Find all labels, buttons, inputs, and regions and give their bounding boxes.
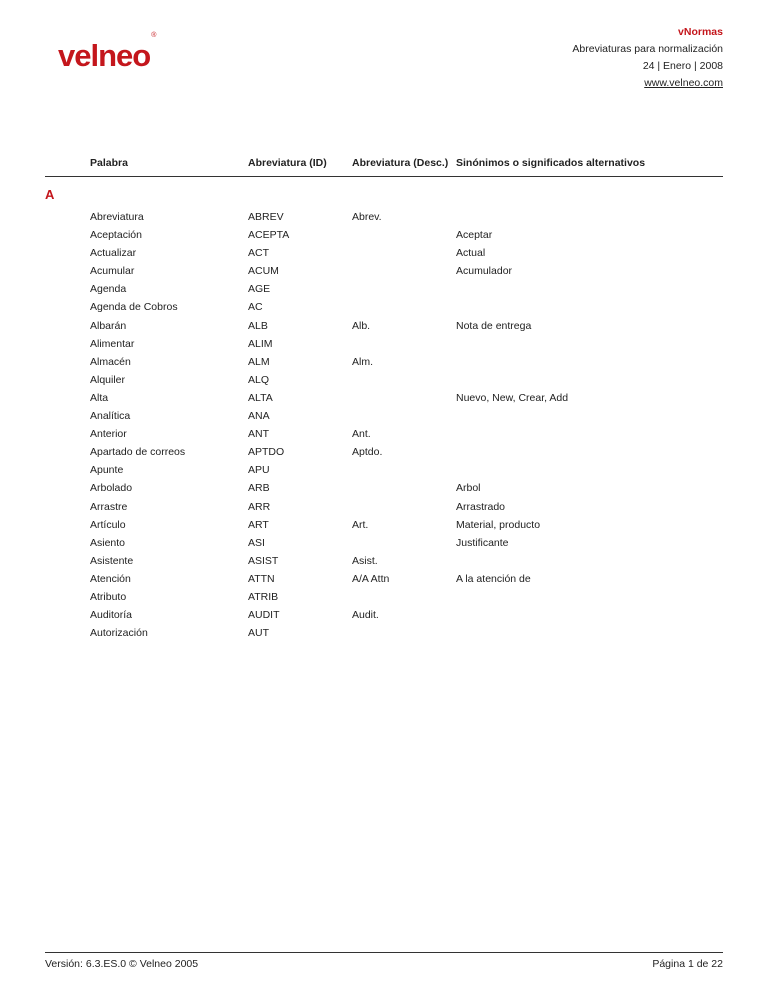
cell-abreviatura-desc: Audit.	[352, 609, 379, 622]
registered-mark: ®	[151, 31, 157, 39]
cell-abreviatura-id: ANT	[248, 428, 269, 441]
cell-sinonimos: Actual	[456, 247, 486, 260]
table-row	[0, 570, 768, 588]
cell-abreviatura-desc: Asist.	[352, 554, 378, 567]
cell-abreviatura-id: AUT	[248, 627, 269, 640]
cell-abreviatura-id: ATTN	[248, 572, 275, 585]
cell-palabra: Arrastre	[90, 500, 128, 513]
section-letter: A	[45, 187, 55, 202]
cell-sinonimos: Justificante	[456, 536, 509, 549]
cell-palabra: Asistente	[90, 554, 134, 567]
table-row	[0, 298, 768, 316]
footer-version: Versión: 6.3.ES.0 © Velneo 2005	[45, 958, 199, 970]
cell-palabra: Analítica	[90, 410, 131, 423]
cell-abreviatura-id: APTDO	[248, 446, 285, 459]
logo-text: velneo	[58, 38, 151, 73]
cell-abreviatura-id: ALB	[248, 319, 268, 332]
footer-page-number: Página 1 de 22	[652, 958, 723, 970]
table-row	[0, 226, 768, 244]
table-row	[0, 498, 768, 516]
column-header-palabra: Palabra	[90, 157, 128, 169]
table-row	[0, 262, 768, 280]
document-header	[572, 24, 723, 92]
cell-palabra: Anterior	[90, 428, 127, 441]
velneo-logo	[58, 31, 157, 73]
cell-palabra: Apartado de correos	[90, 446, 186, 459]
cell-palabra: Actualizar	[90, 247, 137, 260]
cell-palabra: Atributo	[90, 590, 127, 603]
table-row	[0, 443, 768, 461]
cell-abreviatura-id: ASI	[248, 536, 265, 549]
table-row	[0, 208, 768, 226]
cell-abreviatura-id: AGE	[248, 283, 271, 296]
cell-abreviatura-desc: Alb.	[352, 319, 371, 332]
table-row	[0, 516, 768, 534]
table-row	[0, 371, 768, 389]
cell-palabra: Artículo	[90, 518, 126, 531]
cell-palabra: Agenda	[90, 283, 127, 296]
header-brand: vNormas	[678, 26, 723, 38]
column-header-abreviatura-desc: Abreviatura (Desc.)	[352, 157, 449, 169]
cell-abreviatura-id: ARR	[248, 500, 271, 513]
cell-palabra: Arbolado	[90, 482, 133, 495]
cell-palabra: Almacén	[90, 355, 131, 368]
cell-palabra: Agenda de Cobros	[90, 301, 178, 314]
cell-palabra: Alquiler	[90, 373, 126, 386]
cell-palabra: Alimentar	[90, 337, 135, 350]
table-row	[0, 461, 768, 479]
table-row	[0, 588, 768, 606]
cell-sinonimos: Arbol	[456, 482, 481, 495]
cell-abreviatura-id: ANA	[248, 410, 270, 423]
abbreviation-table	[0, 208, 768, 642]
cell-sinonimos: Nuevo, New, Crear, Add	[456, 391, 569, 404]
header-date: 24 | Enero | 2008	[642, 60, 723, 72]
cell-abreviatura-id: APU	[248, 464, 270, 477]
cell-palabra: Alta	[90, 391, 109, 404]
table-row	[0, 407, 768, 425]
cell-abreviatura-id: ACEPTA	[248, 229, 290, 242]
header-subtitle: Abreviaturas para normalización	[572, 43, 723, 55]
cell-abreviatura-id: ACUM	[248, 265, 279, 278]
table-row	[0, 624, 768, 642]
cell-abreviatura-id: AC	[248, 301, 263, 314]
cell-abreviatura-id: ALIM	[248, 337, 273, 350]
table-row	[0, 534, 768, 552]
cell-sinonimos: A la atención de	[456, 572, 531, 585]
footer-divider	[45, 952, 723, 953]
header-divider	[45, 176, 723, 177]
header-url-link[interactable]: www.velneo.com	[644, 77, 723, 89]
cell-abreviatura-id: AUDIT	[248, 609, 280, 622]
cell-palabra: Asiento	[90, 536, 126, 549]
table-row	[0, 389, 768, 407]
column-header-abreviatura-id: Abreviatura (ID)	[248, 157, 327, 169]
cell-abreviatura-id: ATRIB	[248, 590, 279, 603]
cell-abreviatura-desc: Art.	[352, 518, 369, 531]
table-row	[0, 552, 768, 570]
cell-palabra: Aceptación	[90, 229, 142, 242]
table-row	[0, 425, 768, 443]
cell-sinonimos: Material, producto	[456, 518, 541, 531]
column-header-sinonimos: Sinónimos o significados alternativos	[456, 157, 646, 169]
cell-sinonimos: Acumulador	[456, 265, 513, 278]
cell-abreviatura-desc: A/A Attn	[352, 572, 390, 585]
cell-abreviatura-id: ABREV	[248, 211, 284, 223]
cell-abreviatura-desc: Aptdo.	[352, 446, 383, 459]
cell-abreviatura-id: ASIST	[248, 554, 279, 567]
cell-palabra: Abreviatura	[90, 211, 144, 223]
cell-sinonimos: Nota de entrega	[456, 319, 532, 332]
cell-abreviatura-id: ART	[248, 518, 269, 531]
cell-abreviatura-desc: Ant.	[352, 428, 371, 441]
cell-abreviatura-id: ALTA	[248, 391, 273, 404]
cell-palabra: Acumular	[90, 265, 135, 278]
table-row	[0, 606, 768, 624]
table-row	[0, 479, 768, 497]
table-row	[0, 317, 768, 335]
cell-abreviatura-id: ARB	[248, 482, 270, 495]
table-row	[0, 353, 768, 371]
table-row	[0, 280, 768, 298]
table-row	[0, 244, 768, 262]
cell-abreviatura-desc: Alm.	[352, 355, 373, 368]
cell-palabra: Albarán	[90, 319, 127, 332]
table-row	[0, 335, 768, 353]
cell-palabra: Apunte	[90, 464, 124, 477]
cell-palabra: Atención	[90, 572, 131, 585]
cell-abreviatura-id: ACT	[248, 247, 269, 260]
cell-sinonimos: Arrastrado	[456, 500, 506, 513]
cell-palabra: Auditoría	[90, 609, 133, 622]
cell-palabra: Autorización	[90, 627, 148, 640]
cell-abreviatura-desc: Abrev.	[352, 211, 382, 223]
cell-abreviatura-id: ALQ	[248, 373, 270, 386]
cell-sinonimos: Aceptar	[456, 229, 493, 242]
cell-abreviatura-id: ALM	[248, 355, 270, 368]
